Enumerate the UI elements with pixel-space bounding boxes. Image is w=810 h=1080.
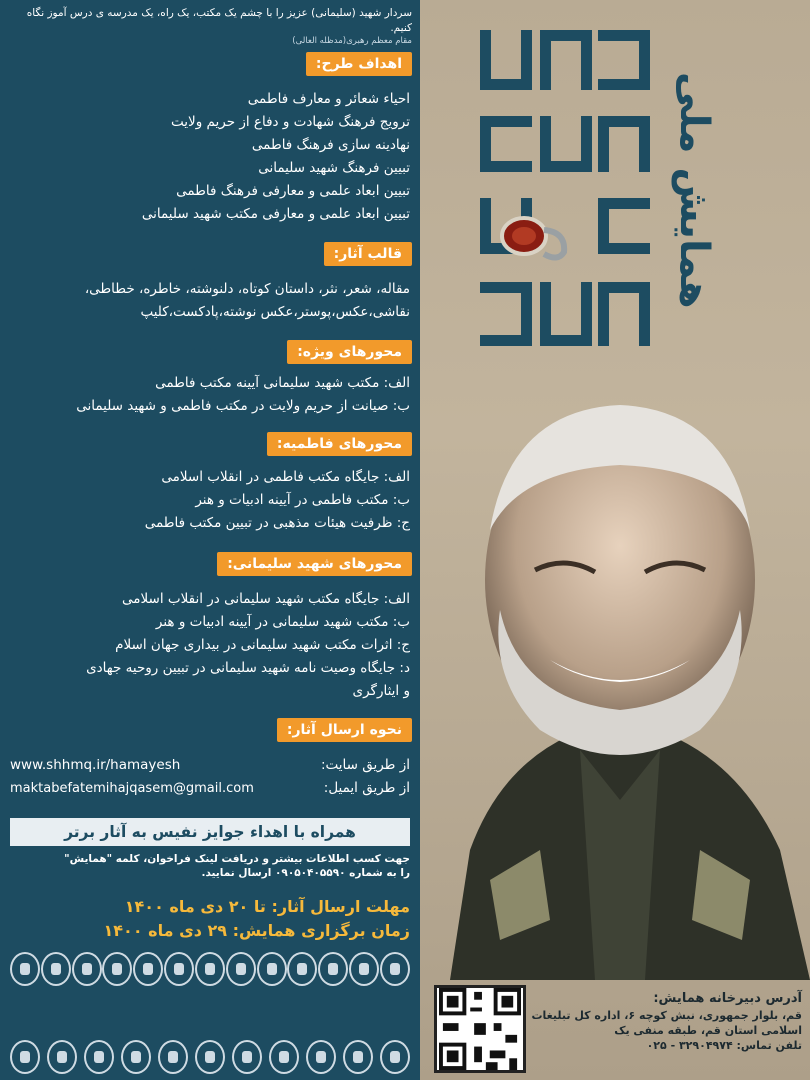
- info-line-2: را به شماره ۰۹۰۵۰۴۰۵۵۹۰ ارسال نمایید.: [201, 867, 410, 879]
- sponsor-logo-icon: [195, 952, 225, 986]
- list-item: ترویج فرهنگ شهادت و دفاع از حریم ولایت: [171, 114, 410, 130]
- event-date-label: زمان برگزاری همایش:: [232, 921, 410, 940]
- agate-ring-icon: [498, 208, 570, 268]
- fatemi-list: [10, 466, 410, 535]
- submit-heading: نحوه ارسال آثار:: [277, 718, 412, 742]
- submit-methods: [10, 754, 410, 800]
- sponsor-logo-icon: [164, 952, 194, 986]
- sponsor-logo-icon: [72, 952, 102, 986]
- portrait-illustration: [430, 380, 810, 980]
- sponsor-logo-icon: [380, 952, 410, 986]
- sponsor-logo-icon: [158, 1040, 188, 1074]
- address-heading: آدرس دبیرخانه همایش:: [653, 991, 802, 1006]
- sponsor-logo-icon: [306, 1040, 336, 1074]
- list-item: الف: جایگاه مکتب شهید سلیمانی در انقلاب اسلامی: [121, 591, 410, 607]
- sponsor-logo-icon: [84, 1040, 114, 1074]
- sponsor-logo-icon: [10, 952, 40, 986]
- special-heading: محورهای ویژه:: [287, 340, 412, 364]
- site-label: از طریق سایت:: [320, 757, 410, 773]
- email-label: از طریق ایمیل:: [323, 780, 410, 796]
- soleimani-heading: محورهای شهید سلیمانی:: [217, 552, 412, 576]
- list-item: ب: صیانت از حریم ولایت در مکتب فاطمی و شهید سلیمانی: [76, 398, 410, 414]
- sponsor-logo-icon: [41, 952, 71, 986]
- quote-source: مقام معظم رهبری(مدظله العالی): [292, 36, 412, 46]
- list-item: نقاشی،عکس،پوستر،عکس نوشته،پادکست،کلیپ: [140, 304, 410, 320]
- site-url[interactable]: www.shhmq.ir/hamayesh: [10, 757, 181, 773]
- leader-quote: سردار شهید (سلیمانی) عزیز را با چشم یک مکتب، یک راه، یک مدرسه ی درس آموز نگاه کنیم.: [26, 7, 412, 34]
- list-item: تبیین ابعاد علمی و معارفی مکتب شهید سلیمانی: [141, 206, 410, 222]
- prizes-banner: همراه با اهداء جوایز نفیس به آثار برتر: [10, 818, 410, 846]
- sponsor-logo-icon: [380, 1040, 410, 1074]
- sponsor-logo-icon: [226, 952, 256, 986]
- goals-heading: اهداف طرح:: [306, 52, 412, 76]
- sponsor-logo-icon: [102, 952, 132, 986]
- poster-art: [420, 0, 810, 1080]
- title-calligraphy: [480, 30, 650, 350]
- event-date-value: ۲۹ دی ماه ۱۴۰۰: [103, 921, 228, 940]
- goals-list: [10, 88, 410, 226]
- deadline: [10, 896, 410, 918]
- phone-number: تلفن تماس: ۳۲۹۰۴۹۷۴ - ۰۲۵: [646, 1039, 802, 1052]
- sub-title: همایش ملی: [671, 71, 717, 309]
- sponsor-logo-icon: [318, 952, 348, 986]
- email-address[interactable]: maktabefatemihajqasem@gmail.com: [10, 781, 254, 796]
- sponsor-logo-icon: [47, 1040, 77, 1074]
- sponsor-logo-icon: [287, 952, 317, 986]
- sponsor-logo-icon: [121, 1040, 151, 1074]
- list-item: تبیین فرهنگ شهید سلیمانی: [258, 160, 410, 176]
- list-item: تبیین ابعاد علمی و معارفی فرهنگ فاطمی: [176, 183, 410, 199]
- list-item: ب: مکتب شهید سلیمانی در آیینه ادبیات و هنر: [155, 614, 410, 630]
- list-item: نهادینه سازی فرهنگ فاطمی: [251, 137, 410, 153]
- list-item: و ایثارگری: [352, 683, 410, 699]
- list-item: د: جایگاه وصیت نامه شهید سلیمانی در تبیین روحیه جهادی: [86, 660, 410, 676]
- info-line-1: جهت کسب اطلاعات بیشتر و دریافت لینک فراخوان، کلمه "همایش": [64, 853, 410, 865]
- secretariat-address: [512, 990, 802, 1053]
- main-title: [480, 30, 481, 31]
- sponsor-logo-icon: [232, 1040, 262, 1074]
- sponsor-logo-icon: [349, 952, 379, 986]
- list-item: الف: جایگاه مکتب فاطمی در انقلاب اسلامی: [161, 469, 410, 485]
- soleimani-list: [10, 588, 410, 703]
- sponsor-logo-icon: [10, 1040, 40, 1074]
- list-item: ب: مکتب فاطمی در آیینه ادبیات و هنر: [195, 492, 410, 508]
- deadline-value: تا ۲۰ دی ماه ۱۴۰۰: [124, 897, 266, 916]
- event-date: [10, 920, 410, 942]
- deadline-label: مهلت ارسال آثار:: [271, 897, 410, 916]
- list-item: مقاله، شعر، نثر، داستان کوتاه، دلنوشته، خاطره، خطاطی،: [84, 281, 410, 297]
- sponsor-logo-icon: [195, 1040, 225, 1074]
- address-line-1: قم، بلوار جمهوری، نبش کوچه ۶، اداره کل تبلیغات: [531, 1009, 802, 1022]
- address-line-2: اسلامی استان قم، طبقه منفی یک: [614, 1024, 802, 1037]
- formats-heading: قالب آثار:: [324, 242, 412, 266]
- sponsor-logo-icon: [343, 1040, 373, 1074]
- list-item: ج: اثرات مکتب شهید سلیمانی در بیداری جهان اسلام: [115, 637, 410, 653]
- sponsor-logos: [10, 952, 410, 1074]
- formats-list: [10, 278, 410, 324]
- sponsor-logo-icon: [257, 952, 287, 986]
- sponsor-logo-icon: [133, 952, 163, 986]
- special-list: [10, 372, 410, 418]
- list-item: الف: مکتب شهید سلیمانی آیینه مکتب فاطمی: [155, 375, 410, 391]
- fatemi-heading: محورهای فاطمیه:: [267, 432, 412, 456]
- list-item: ج: ظرفیت هیئات مذهبی در تبیین مکتب فاطمی: [144, 515, 410, 531]
- list-item: احیاء شعائر و معارف فاطمی: [247, 91, 410, 107]
- sponsor-logo-icon: [269, 1040, 299, 1074]
